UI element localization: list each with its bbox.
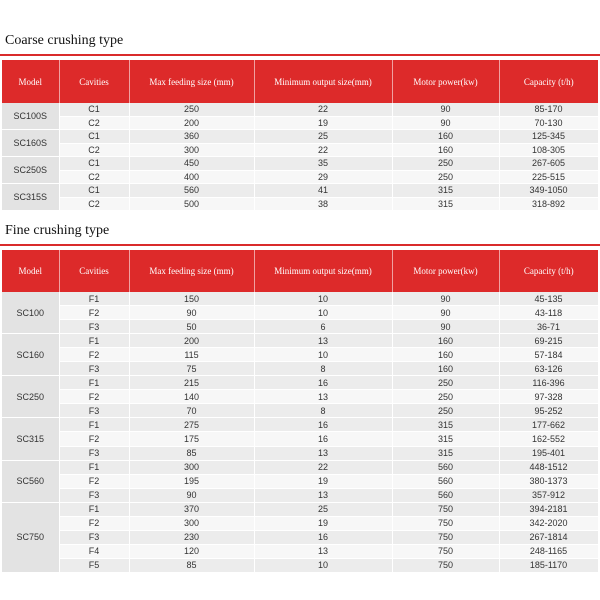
coarse-spec-table <box>2 60 599 211</box>
max-feeding-size-cell: 400 <box>129 170 254 184</box>
header-max-feeding-size: Max feeding size (mm) <box>129 60 254 103</box>
min-output-size-cell: 6 <box>254 320 392 334</box>
capacity-cell: 70-130 <box>499 116 598 130</box>
table-row <box>2 544 598 558</box>
cavity-cell: F2 <box>59 516 129 530</box>
model-cell: SC250S <box>2 157 59 184</box>
max-feeding-size-cell: 215 <box>129 376 254 390</box>
capacity-cell: 248-1165 <box>499 544 598 558</box>
table-row <box>2 432 598 446</box>
cavity-cell: F3 <box>59 488 129 502</box>
motor-power-cell: 315 <box>392 432 499 446</box>
min-output-size-cell: 16 <box>254 376 392 390</box>
min-output-size-cell: 19 <box>254 516 392 530</box>
min-output-size-cell: 10 <box>254 348 392 362</box>
min-output-size-cell: 35 <box>254 157 392 171</box>
table-row <box>2 376 598 390</box>
table-row <box>2 362 598 376</box>
max-feeding-size-cell: 115 <box>129 348 254 362</box>
motor-power-cell: 560 <box>392 488 499 502</box>
table-row <box>2 460 598 474</box>
table-row <box>2 474 598 488</box>
header-min-output-size: Minimum output size(mm) <box>254 60 392 103</box>
header-capacity: Capacity (t/h) <box>499 60 598 103</box>
model-cell: SC160S <box>2 130 59 157</box>
max-feeding-size-cell: 360 <box>129 130 254 144</box>
model-cell: SC560 <box>2 460 59 502</box>
capacity-cell: 380-1373 <box>499 474 598 488</box>
model-cell: SC160 <box>2 334 59 376</box>
cavity-cell: F3 <box>59 530 129 544</box>
motor-power-cell: 250 <box>392 170 499 184</box>
table-row <box>2 292 598 306</box>
max-feeding-size-cell: 85 <box>129 446 254 460</box>
min-output-size-cell: 16 <box>254 432 392 446</box>
motor-power-cell: 315 <box>392 418 499 432</box>
table-row <box>2 488 598 502</box>
table-row <box>2 516 598 530</box>
coarse-section-title: Coarse crushing type <box>5 33 124 48</box>
table-row <box>2 404 598 418</box>
header-model: Model <box>2 60 59 103</box>
fine-header-row <box>2 250 598 292</box>
min-output-size-cell: 19 <box>254 116 392 130</box>
model-cell: SC100S <box>2 103 59 130</box>
header-capacity: Capacity (t/h) <box>499 250 598 292</box>
capacity-cell: 97-328 <box>499 390 598 404</box>
cavity-cell: F3 <box>59 362 129 376</box>
table-row <box>2 116 598 130</box>
model-cell: SC315 <box>2 418 59 460</box>
cavity-cell: F1 <box>59 418 129 432</box>
cavity-cell: C1 <box>59 184 129 198</box>
min-output-size-cell: 16 <box>254 530 392 544</box>
coarse-header-row <box>2 60 598 103</box>
min-output-size-cell: 8 <box>254 362 392 376</box>
max-feeding-size-cell: 195 <box>129 474 254 488</box>
max-feeding-size-cell: 120 <box>129 544 254 558</box>
table-row <box>2 390 598 404</box>
motor-power-cell: 90 <box>392 116 499 130</box>
motor-power-cell: 160 <box>392 348 499 362</box>
motor-power-cell: 750 <box>392 502 499 516</box>
min-output-size-cell: 13 <box>254 488 392 502</box>
max-feeding-size-cell: 50 <box>129 320 254 334</box>
min-output-size-cell: 22 <box>254 143 392 157</box>
motor-power-cell: 315 <box>392 446 499 460</box>
capacity-cell: 43-118 <box>499 306 598 320</box>
model-cell: SC315S <box>2 184 59 211</box>
motor-power-cell: 750 <box>392 530 499 544</box>
motor-power-cell: 250 <box>392 376 499 390</box>
model-cell: SC100 <box>2 292 59 334</box>
table-row <box>2 103 598 116</box>
table-row <box>2 418 598 432</box>
cavity-cell: C2 <box>59 116 129 130</box>
min-output-size-cell: 19 <box>254 474 392 488</box>
min-output-size-cell: 22 <box>254 103 392 116</box>
capacity-cell: 63-126 <box>499 362 598 376</box>
min-output-size-cell: 38 <box>254 197 392 211</box>
cavity-cell: F2 <box>59 348 129 362</box>
min-output-size-cell: 41 <box>254 184 392 198</box>
capacity-cell: 108-305 <box>499 143 598 157</box>
min-output-size-cell: 10 <box>254 292 392 306</box>
motor-power-cell: 160 <box>392 362 499 376</box>
min-output-size-cell: 8 <box>254 404 392 418</box>
coarse-divider <box>0 54 600 56</box>
table-row <box>2 334 598 348</box>
fine-spec-table <box>2 250 599 573</box>
max-feeding-size-cell: 250 <box>129 103 254 116</box>
min-output-size-cell: 13 <box>254 390 392 404</box>
max-feeding-size-cell: 70 <box>129 404 254 418</box>
capacity-cell: 225-515 <box>499 170 598 184</box>
capacity-cell: 162-552 <box>499 432 598 446</box>
max-feeding-size-cell: 300 <box>129 143 254 157</box>
cavity-cell: F1 <box>59 292 129 306</box>
header-model: Model <box>2 250 59 292</box>
min-output-size-cell: 13 <box>254 334 392 348</box>
capacity-cell: 394-2181 <box>499 502 598 516</box>
max-feeding-size-cell: 300 <box>129 516 254 530</box>
max-feeding-size-cell: 85 <box>129 558 254 572</box>
cavity-cell: F3 <box>59 320 129 334</box>
min-output-size-cell: 13 <box>254 446 392 460</box>
motor-power-cell: 250 <box>392 390 499 404</box>
capacity-cell: 448-1512 <box>499 460 598 474</box>
motor-power-cell: 315 <box>392 184 499 198</box>
motor-power-cell: 315 <box>392 197 499 211</box>
capacity-cell: 177-662 <box>499 418 598 432</box>
header-motor-power: Motor power(kw) <box>392 250 499 292</box>
max-feeding-size-cell: 90 <box>129 488 254 502</box>
min-output-size-cell: 29 <box>254 170 392 184</box>
cavity-cell: C2 <box>59 197 129 211</box>
max-feeding-size-cell: 300 <box>129 460 254 474</box>
cavity-cell: F5 <box>59 558 129 572</box>
capacity-cell: 267-1814 <box>499 530 598 544</box>
capacity-cell: 349-1050 <box>499 184 598 198</box>
cavity-cell: F1 <box>59 502 129 516</box>
motor-power-cell: 160 <box>392 334 499 348</box>
motor-power-cell: 160 <box>392 130 499 144</box>
header-min-output-size: Minimum output size(mm) <box>254 250 392 292</box>
table-row <box>2 446 598 460</box>
table-row <box>2 157 598 171</box>
max-feeding-size-cell: 500 <box>129 197 254 211</box>
max-feeding-size-cell: 200 <box>129 334 254 348</box>
max-feeding-size-cell: 200 <box>129 116 254 130</box>
cavity-cell: C1 <box>59 130 129 144</box>
fine-section-title: Fine crushing type <box>5 223 110 238</box>
max-feeding-size-cell: 150 <box>129 292 254 306</box>
capacity-cell: 45-135 <box>499 292 598 306</box>
max-feeding-size-cell: 560 <box>129 184 254 198</box>
cavity-cell: F1 <box>59 334 129 348</box>
header-cavities: Cavities <box>59 60 129 103</box>
min-output-size-cell: 13 <box>254 544 392 558</box>
header-max-feeding-size: Max feeding size (mm) <box>129 250 254 292</box>
cavity-cell: C1 <box>59 103 129 116</box>
min-output-size-cell: 10 <box>254 306 392 320</box>
cavity-cell: F2 <box>59 474 129 488</box>
capacity-cell: 85-170 <box>499 103 598 116</box>
motor-power-cell: 750 <box>392 544 499 558</box>
max-feeding-size-cell: 90 <box>129 306 254 320</box>
max-feeding-size-cell: 175 <box>129 432 254 446</box>
table-row <box>2 184 598 198</box>
motor-power-cell: 90 <box>392 103 499 116</box>
max-feeding-size-cell: 450 <box>129 157 254 171</box>
motor-power-cell: 250 <box>392 404 499 418</box>
motor-power-cell: 560 <box>392 460 499 474</box>
motor-power-cell: 750 <box>392 516 499 530</box>
cavity-cell: F1 <box>59 460 129 474</box>
motor-power-cell: 560 <box>392 474 499 488</box>
table-row <box>2 143 598 157</box>
capacity-cell: 318-892 <box>499 197 598 211</box>
table-row <box>2 558 598 572</box>
capacity-cell: 69-215 <box>499 334 598 348</box>
min-output-size-cell: 25 <box>254 130 392 144</box>
table-row <box>2 348 598 362</box>
capacity-cell: 116-396 <box>499 376 598 390</box>
max-feeding-size-cell: 230 <box>129 530 254 544</box>
capacity-cell: 57-184 <box>499 348 598 362</box>
cavity-cell: F2 <box>59 432 129 446</box>
cavity-cell: F1 <box>59 376 129 390</box>
model-cell: SC750 <box>2 502 59 572</box>
min-output-size-cell: 10 <box>254 558 392 572</box>
min-output-size-cell: 16 <box>254 418 392 432</box>
max-feeding-size-cell: 75 <box>129 362 254 376</box>
capacity-cell: 342-2020 <box>499 516 598 530</box>
header-cavities: Cavities <box>59 250 129 292</box>
table-row <box>2 320 598 334</box>
cavity-cell: C2 <box>59 143 129 157</box>
motor-power-cell: 250 <box>392 157 499 171</box>
min-output-size-cell: 25 <box>254 502 392 516</box>
capacity-cell: 195-401 <box>499 446 598 460</box>
fine-divider <box>0 244 600 246</box>
capacity-cell: 125-345 <box>499 130 598 144</box>
table-row <box>2 530 598 544</box>
min-output-size-cell: 22 <box>254 460 392 474</box>
table-row <box>2 502 598 516</box>
max-feeding-size-cell: 140 <box>129 390 254 404</box>
motor-power-cell: 90 <box>392 306 499 320</box>
capacity-cell: 267-605 <box>499 157 598 171</box>
table-row <box>2 170 598 184</box>
cavity-cell: F3 <box>59 446 129 460</box>
table-row <box>2 197 598 211</box>
table-row <box>2 130 598 144</box>
capacity-cell: 95-252 <box>499 404 598 418</box>
cavity-cell: C2 <box>59 170 129 184</box>
table-row <box>2 306 598 320</box>
max-feeding-size-cell: 370 <box>129 502 254 516</box>
cavity-cell: F4 <box>59 544 129 558</box>
cavity-cell: F2 <box>59 390 129 404</box>
cavity-cell: F3 <box>59 404 129 418</box>
capacity-cell: 185-1170 <box>499 558 598 572</box>
motor-power-cell: 160 <box>392 143 499 157</box>
motor-power-cell: 90 <box>392 320 499 334</box>
max-feeding-size-cell: 275 <box>129 418 254 432</box>
cavity-cell: C1 <box>59 157 129 171</box>
header-motor-power: Motor power(kw) <box>392 60 499 103</box>
motor-power-cell: 90 <box>392 292 499 306</box>
motor-power-cell: 750 <box>392 558 499 572</box>
cavity-cell: F2 <box>59 306 129 320</box>
capacity-cell: 357-912 <box>499 488 598 502</box>
capacity-cell: 36-71 <box>499 320 598 334</box>
model-cell: SC250 <box>2 376 59 418</box>
